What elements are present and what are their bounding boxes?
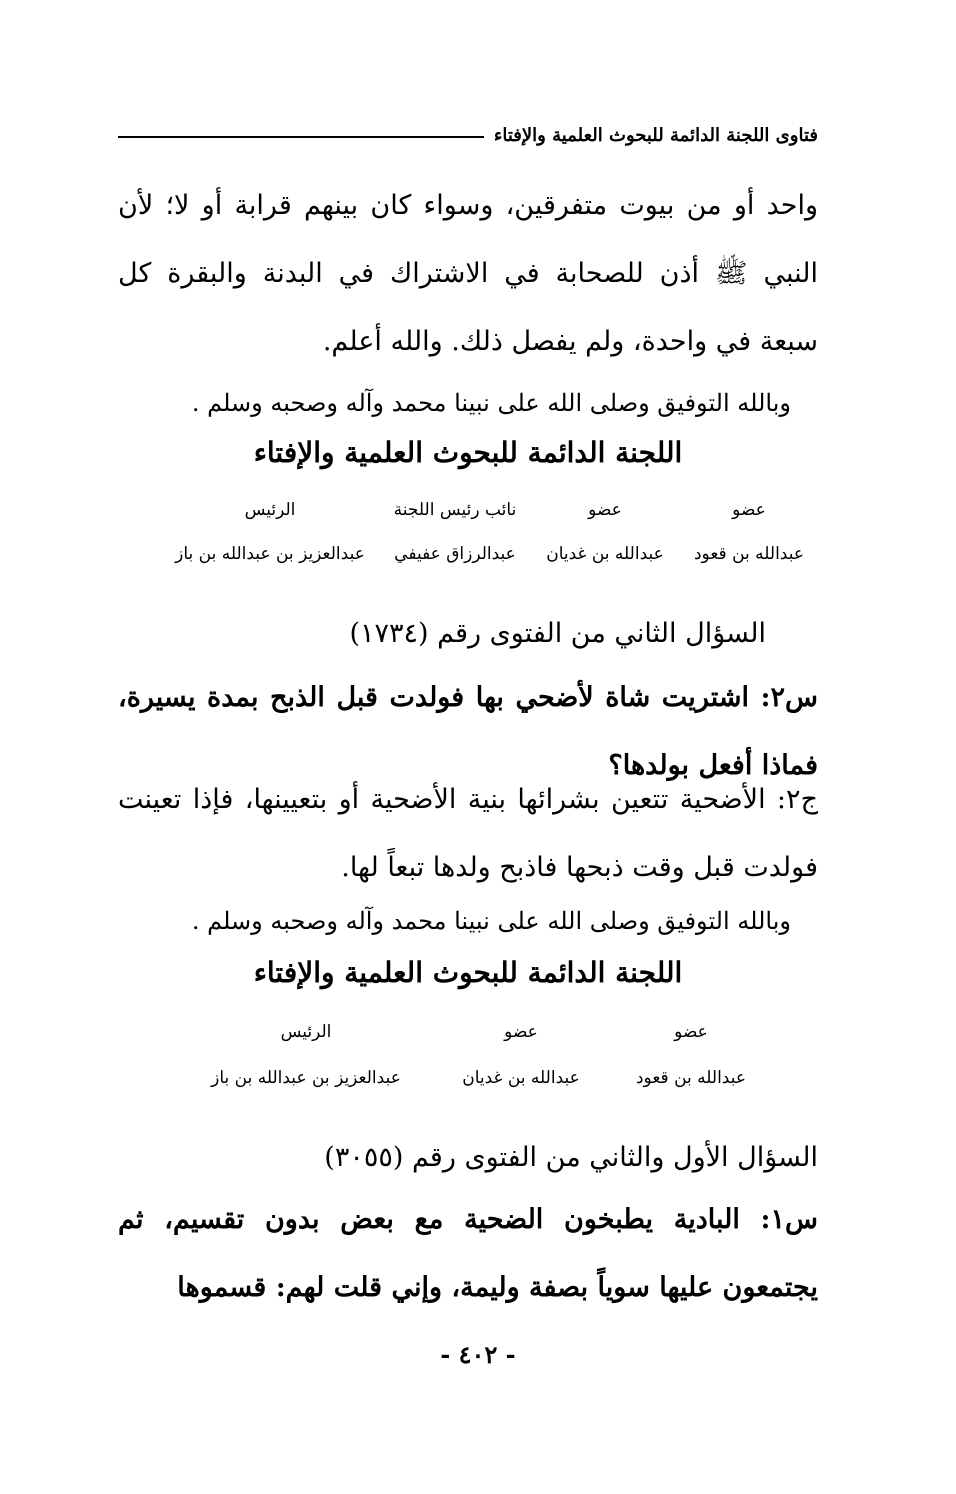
signatory-name: عبدالعزيز بن عبدالله بن باز [175, 544, 365, 564]
section1-signatory-roles [160, 500, 818, 520]
section2-question: س٢: اشتريت شاة لأضحي بها فولدت قبل الذبح بمدة يسيرة، فماذا أفعل بولدها؟ [118, 682, 818, 781]
running-header-title: فتاوى اللجنة الدائمة للبحوث العلمية والإفتاء [493, 124, 818, 146]
signatory-role: عضو [732, 500, 766, 520]
section1-committee-name: اللجنة الدائمة للبحوث العلمية والإفتاء [253, 436, 683, 469]
section2-closing: وبالله التوفيق وصلى الله على نبينا محمد وآله وصحبه وسلم . [191, 907, 791, 935]
signatory-role: عضو [588, 500, 622, 520]
section2-answer: ج٢: الأضحية تتعين بشرائها بنية الأضحية أو بتعيينها، فإذا تعينت فولدت قبل وقت ذبحها فاذبح ولدها تبعاً لها. [118, 784, 818, 883]
signatory-name: عبدالله بن غديان [462, 1068, 580, 1088]
signatory-name: عبدالله بن غديان [546, 544, 664, 564]
signatory-name: عبدالله بن قعود [693, 544, 804, 564]
section2-heading: السؤال الثاني من الفتوى رقم (١٧٣٤) [349, 618, 766, 649]
section2-signatory-roles [186, 1022, 766, 1042]
signatory-role: نائب رئيس اللجنة [393, 500, 517, 520]
signatory-name: عبدالرزاق عفيفي [394, 544, 516, 564]
signatory-role: الرئيس [280, 1022, 332, 1042]
header-rule [118, 136, 484, 138]
section3-heading: السؤال الأول والثاني من الفتوى رقم (٣٠٥٥) [324, 1142, 818, 1173]
signatory-name: عبدالعزيز بن عبدالله بن باز [211, 1068, 401, 1088]
signatory-role: الرئيس [244, 500, 296, 520]
section3-question: س١: البادية يطبخون الضحية مع بعض بدون تقسيم، ثم يجتمعون عليها سوياً بصفة وليمة، وإني قلت لهم: قسموها [118, 1204, 818, 1303]
signatory-name: عبدالله بن قعود [635, 1068, 746, 1088]
section2-signatory-names [186, 1068, 766, 1088]
page-number: - ٤٠٢ - [440, 1340, 516, 1369]
section2-committee-name: اللجنة الدائمة للبحوث العلمية والإفتاء [253, 956, 683, 989]
signatory-role: عضو [504, 1022, 538, 1042]
signatory-role: عضو [674, 1022, 708, 1042]
section1-body: واحد أو من بيوت متفرقين، وسواء كان بينهم قرابة أو لا؛ لأن النبي ﷺ أذن للصحابة في الاشتراك في البدنة والبقرة كل سبعة في واحدة، ولم يفصل ذلك. والله أعلم. [118, 190, 818, 357]
running-header [118, 118, 818, 152]
section1-signatory-names [160, 544, 818, 564]
section1-closing: وبالله التوفيق وصلى الله على نبينا محمد وآله وصحبه وسلم . [191, 389, 791, 417]
